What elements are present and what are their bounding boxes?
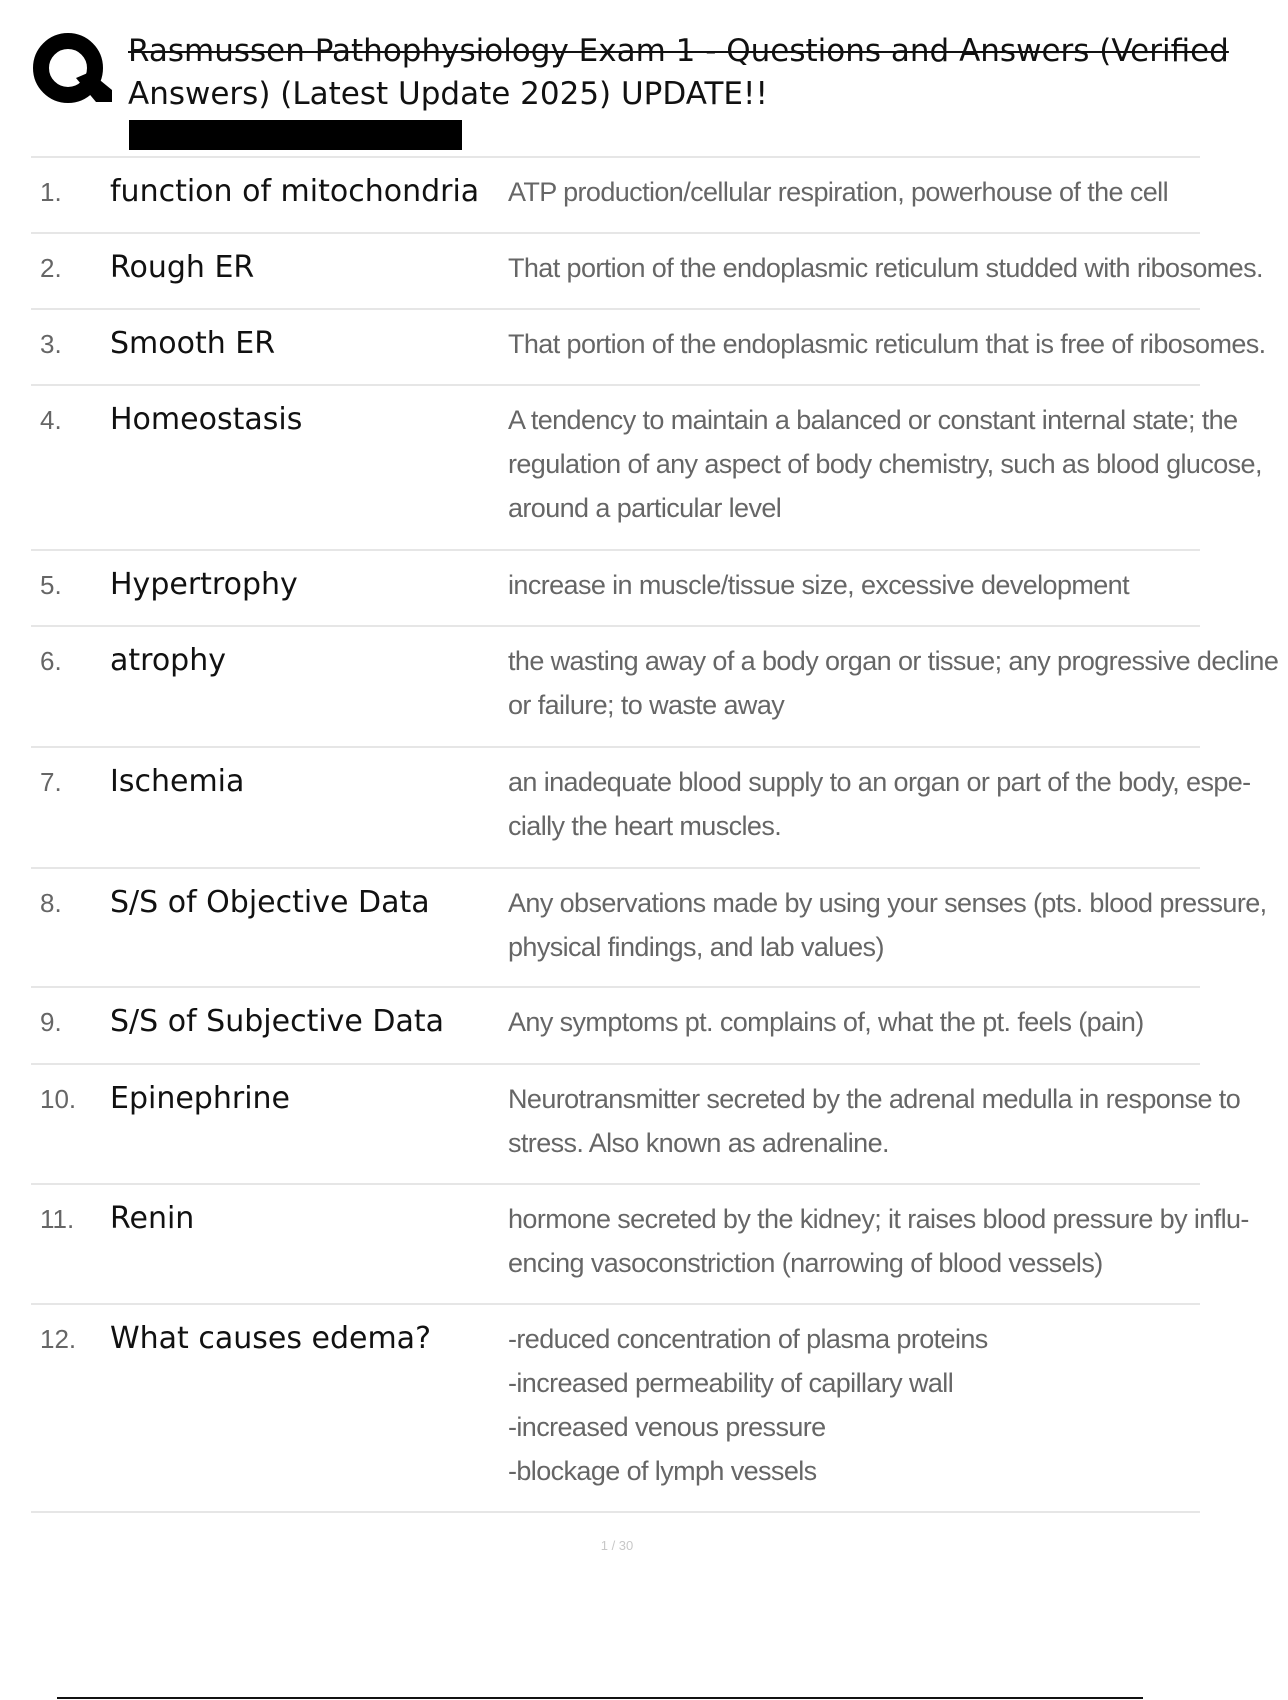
definition-line: -increased permeability of capillary wall bbox=[508, 1368, 954, 1398]
row-number: 3. bbox=[40, 329, 62, 359]
row-term: function of mitochondria bbox=[110, 174, 480, 209]
row-number: 6. bbox=[40, 646, 62, 676]
qa-row bbox=[31, 869, 1267, 988]
definition-line: the wasting away of a body organ or tissue; any progressive decline bbox=[508, 646, 1279, 676]
row-definition bbox=[508, 1077, 1250, 1165]
row-definition bbox=[508, 322, 1276, 366]
row-number: 9. bbox=[40, 1007, 62, 1037]
definition-line: A tendency to maintain a balanced or constant internal state; the bbox=[508, 405, 1238, 435]
row-definition bbox=[508, 760, 1261, 848]
row-term: Homeostasis bbox=[110, 402, 303, 437]
qa-row bbox=[31, 234, 1263, 310]
row-term: Ischemia bbox=[110, 764, 245, 799]
definition-line: That portion of the endoplasmic reticulum that is free of ribosomes. bbox=[508, 329, 1266, 359]
title-line-1: Rasmussen Pathophysiology Exam 1 - Questions and Answers (Verified bbox=[128, 33, 1229, 69]
page-bottom-rule bbox=[57, 1697, 1143, 1699]
q-logo-icon bbox=[32, 32, 112, 112]
row-term: S/S of Subjective Data bbox=[110, 1004, 445, 1039]
qa-row bbox=[31, 1305, 1200, 1513]
definition-line: around a particular level bbox=[508, 493, 782, 523]
row-definition bbox=[508, 246, 1273, 290]
row-number: 7. bbox=[40, 767, 62, 797]
row-number: 8. bbox=[40, 888, 62, 918]
page-indicator: 1 / 30 bbox=[600, 1538, 634, 1553]
definition-line: stress. Also known as adrenaline. bbox=[508, 1128, 889, 1158]
row-number: 12. bbox=[40, 1324, 77, 1354]
row-number: 1. bbox=[40, 177, 62, 207]
qa-row bbox=[31, 1185, 1249, 1305]
definition-line: -blockage of lymph vessels bbox=[508, 1456, 817, 1486]
definition-line: hormone secreted by the kidney; it raises blood pressure by influ- bbox=[508, 1204, 1249, 1234]
qa-row bbox=[31, 627, 1279, 748]
definition-line: encing vasoconstriction (narrowing of blood vessels) bbox=[508, 1248, 1103, 1278]
row-definition bbox=[508, 1317, 1200, 1493]
definition-line: or failure; to waste away bbox=[508, 690, 785, 720]
row-number: 4. bbox=[40, 405, 62, 435]
row-definition bbox=[508, 1197, 1259, 1285]
row-definition bbox=[508, 1000, 1200, 1044]
row-term: Epinephrine bbox=[110, 1081, 290, 1116]
definition-line: increase in muscle/tissue size, excessive development bbox=[508, 570, 1129, 600]
qa-row bbox=[31, 158, 1200, 234]
row-definition bbox=[508, 881, 1277, 969]
row-term: Renin bbox=[110, 1201, 195, 1236]
row-term: What causes edema? bbox=[110, 1321, 431, 1356]
definition-line: Any symptoms pt. complains of, what the pt. feels (pain) bbox=[508, 1007, 1144, 1037]
qa-row bbox=[31, 988, 1200, 1065]
definition-line: an inadequate blood supply to an organ or part of the body, espe- bbox=[508, 767, 1251, 797]
qa-row bbox=[31, 310, 1266, 386]
definition-line: cially the heart muscles. bbox=[508, 811, 782, 841]
row-number: 5. bbox=[40, 570, 62, 600]
definition-line: Neurotransmitter secreted by the adrenal medulla in response to bbox=[508, 1084, 1241, 1114]
definition-line: ATP production/cellular respiration, powerhouse of the cell bbox=[508, 177, 1168, 207]
definition-line: That portion of the endoplasmic reticulum studded with ribosomes. bbox=[508, 253, 1263, 283]
qa-row bbox=[31, 748, 1251, 869]
row-term: Smooth ER bbox=[110, 326, 276, 361]
row-term: Hypertrophy bbox=[110, 567, 298, 602]
row-term: S/S of Objective Data bbox=[110, 885, 430, 920]
row-definition bbox=[508, 639, 1288, 727]
row-definition bbox=[508, 398, 1272, 530]
row-number: 2. bbox=[40, 253, 62, 283]
qa-table bbox=[31, 156, 1279, 1513]
definition-line: -reduced concentration of plasma proteins bbox=[508, 1324, 988, 1354]
qa-row bbox=[31, 386, 1262, 551]
definition-line: Any observations made by using your senses (pts. blood pressure, bbox=[508, 888, 1267, 918]
row-number: 10. bbox=[40, 1084, 77, 1114]
row-number: 11. bbox=[40, 1204, 75, 1234]
qa-row bbox=[31, 551, 1200, 627]
qa-row bbox=[31, 1065, 1241, 1185]
definition-line: regulation of any aspect of body chemistry, such as blood glucose, bbox=[508, 449, 1262, 479]
document-title bbox=[128, 30, 1229, 116]
definition-line: physical findings, and lab values) bbox=[508, 932, 884, 962]
title-line-2: Answers) (Latest Update 2025) UPDATE!! bbox=[128, 76, 768, 112]
definition-line: -increased venous pressure bbox=[508, 1412, 826, 1442]
row-definition bbox=[508, 170, 1200, 214]
row-definition bbox=[508, 563, 1200, 607]
row-term: atrophy bbox=[110, 643, 226, 678]
row-term: Rough ER bbox=[110, 250, 255, 285]
redaction-bar bbox=[129, 120, 462, 150]
